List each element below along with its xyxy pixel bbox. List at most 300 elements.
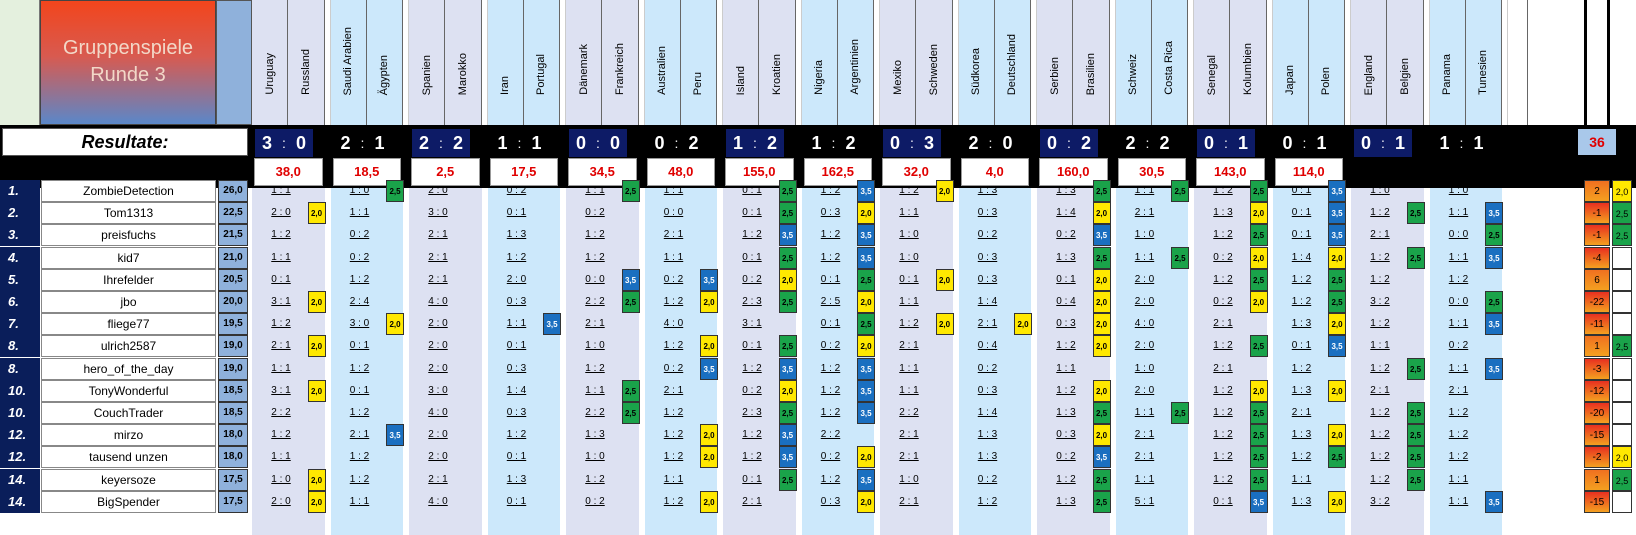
results-label-cell: Resultate:	[2, 128, 248, 156]
bonus-cell: 2,5	[1612, 469, 1632, 491]
tip-cell: 1 : 0	[1134, 362, 1155, 374]
tip-cell: 1 : 3	[1213, 207, 1233, 219]
tip-cell: 0 : 2	[742, 384, 762, 396]
bonus-cell	[1612, 291, 1632, 313]
tip-cell: 1 : 1	[1134, 473, 1155, 485]
points-badge: 3,5	[1328, 180, 1346, 202]
tip-cell: 2 : 0	[1134, 340, 1155, 352]
tip-cell: 1 : 1	[271, 362, 291, 374]
points-badge: 2,5	[1407, 202, 1425, 224]
points-badge: 2,5	[779, 335, 797, 357]
total-header-cell	[216, 0, 252, 125]
result-home-goals: 0	[1040, 129, 1064, 157]
tip-cell: 3 : 1	[742, 318, 762, 330]
tip-cell: 0 : 3	[977, 207, 998, 219]
points-badge: 3,5	[1485, 202, 1503, 224]
tip-cell: 0 : 3	[977, 384, 998, 396]
tip-cell: 2 : 2	[585, 407, 605, 418]
tip-cell: 1 : 2	[349, 362, 370, 374]
tip-cell: 2 : 0	[1134, 273, 1155, 285]
tip-cell: 2 : 1	[663, 384, 684, 396]
team-header-away	[1073, 0, 1109, 125]
team-header-home	[723, 0, 759, 125]
tip-cell: 1 : 2	[1370, 362, 1390, 374]
points-badge: 2,0	[308, 469, 326, 491]
points-badge: 2,0	[700, 291, 718, 313]
tip-cell: 2 : 1	[1134, 451, 1155, 463]
tip-cell: 1 : 2	[742, 429, 762, 441]
result-home-goals: 2	[1119, 129, 1143, 157]
points-badge: 2,0	[700, 424, 718, 446]
match-points: 114,0	[1275, 158, 1344, 186]
result-colon: :	[672, 129, 682, 157]
tip-cell: 0 : 2	[506, 185, 527, 196]
points-badge: 2,5	[857, 269, 875, 291]
tip-cell: 1 : 2	[1370, 251, 1390, 263]
team-name-away: Russland	[299, 49, 312, 95]
team-name-home: Südkorea	[970, 47, 983, 95]
points-badge: 2,0	[700, 335, 718, 357]
tip-cell: 0 : 2	[585, 207, 605, 219]
tip-cell: 0 : 1	[1291, 340, 1312, 352]
result-home-goals: 2	[334, 129, 358, 157]
points-badge: 2,5	[1250, 224, 1268, 246]
tip-cell: 0 : 1	[349, 340, 370, 352]
tip-cell: 1 : 1	[1448, 251, 1469, 263]
tip-cell: 0 : 1	[506, 340, 527, 352]
player-total: 17,5	[218, 469, 248, 491]
points-badge: 3,5	[857, 469, 875, 491]
tip-cell: 2 : 1	[1134, 429, 1155, 441]
player-name: ZombieDetection	[41, 180, 216, 202]
tip-cell: 0 : 2	[1213, 296, 1233, 307]
tip-cell: 1 : 4	[1291, 251, 1312, 263]
tip-cell: 1 : 2	[1291, 296, 1312, 307]
points-badge: 3,5	[857, 247, 875, 269]
rank-cell: 7.	[0, 313, 40, 335]
team-header-away	[1387, 0, 1423, 125]
points-badge: 2,0	[308, 491, 326, 513]
points-badge: 2,5	[779, 402, 797, 424]
tip-cell: 0 : 2	[977, 473, 998, 485]
team-header-home	[802, 0, 838, 125]
player-name: hero_of_the_day	[41, 358, 216, 380]
tip-cell: 1 : 2	[271, 429, 291, 441]
points-badge: 2,5	[1171, 247, 1189, 269]
points-badge: 2,0	[1328, 247, 1346, 269]
points-badge: 2,0	[857, 291, 875, 313]
tip-cell: 1 : 2	[1291, 362, 1312, 374]
tip-cell: 1 : 0	[271, 473, 291, 485]
tip-cell: 1 : 2	[663, 429, 684, 441]
result-home-goals: 1	[805, 129, 829, 157]
tip-cell: 1 : 2	[663, 495, 684, 507]
tip-cell: 1 : 2	[742, 451, 762, 463]
result-away-goals: 2	[760, 129, 784, 157]
tip-cell: 4 : 0	[1134, 318, 1155, 330]
tip-cell: 0 : 4	[1056, 296, 1076, 307]
tip-cell: 1 : 1	[506, 318, 527, 330]
tip-cell: 1 : 3	[1291, 384, 1312, 396]
team-name-home: Schweiz	[1127, 54, 1140, 95]
tip-cell: 2 : 1	[899, 451, 919, 463]
team-name-away: Belgien	[1398, 58, 1411, 95]
difference-cell: -2	[1584, 446, 1610, 468]
points-badge: 2,0	[386, 313, 404, 335]
points-badge: 2,0	[1093, 335, 1111, 357]
points-badge: 2,0	[1328, 313, 1346, 335]
points-badge: 2,5	[1250, 180, 1268, 202]
rank-cell: 5.	[0, 269, 40, 291]
team-name-away: Costa Rica	[1163, 41, 1176, 95]
result-home-goals: 2	[962, 129, 986, 157]
points-badge: 2,0	[857, 491, 875, 513]
tip-cell: 2 : 5	[820, 296, 841, 307]
tip-cell: 1 : 2	[506, 251, 527, 263]
tip-cell: 2 : 1	[1213, 318, 1233, 330]
bonus-cell	[1612, 313, 1632, 335]
tip-cell: 1 : 2	[742, 362, 762, 374]
tip-cell: 2 : 1	[428, 473, 448, 485]
tip-cell: 1 : 2	[271, 318, 291, 330]
tip-cell: 1 : 3	[506, 229, 527, 241]
points-badge: 2,0	[936, 313, 954, 335]
player-name: TonyWonderful	[41, 380, 216, 402]
tip-cell: 2 : 1	[1370, 384, 1390, 396]
player-total: 21,0	[218, 247, 248, 269]
tip-cell: 1 : 2	[1291, 451, 1312, 463]
tip-cell: 0 : 1	[742, 251, 762, 263]
tip-cell: 1 : 3	[506, 473, 527, 485]
tip-cell: 2 : 1	[1370, 229, 1390, 241]
team-name-away: Peru	[692, 71, 705, 95]
tip-cell: 1 : 3	[1291, 429, 1312, 441]
player-name: CouchTrader	[41, 402, 216, 424]
points-badge: 2,5	[1250, 446, 1268, 468]
points-badge: 2,5	[622, 180, 640, 202]
tip-cell: 2 : 0	[1134, 384, 1155, 396]
points-badge: 2,0	[936, 269, 954, 291]
tip-cell: 1 : 2	[820, 251, 841, 263]
tip-cell: 0 : 0	[585, 273, 605, 285]
tip-cell: 1 : 4	[977, 296, 998, 307]
points-badge: 2,5	[1093, 402, 1111, 424]
tip-cell: 4 : 0	[428, 495, 448, 507]
tip-cell: 1 : 1	[585, 185, 605, 196]
tip-cell: 1 : 0	[585, 340, 605, 352]
tip-cell: 0 : 2	[1448, 340, 1469, 352]
difference-cell: -3	[1584, 358, 1610, 380]
tip-cell: 2 : 3	[742, 296, 762, 307]
result-away-goals: 1	[368, 129, 392, 157]
team-header-home	[1116, 0, 1152, 125]
tip-cell: 0 : 1	[820, 318, 841, 330]
tip-cell: 3 : 0	[349, 318, 370, 330]
points-badge: 2,0	[779, 380, 797, 402]
team-name-home: Serbien	[1048, 57, 1061, 95]
tip-cell: 3 : 0	[428, 384, 448, 396]
tip-cell: 1 : 2	[820, 185, 841, 196]
points-badge: 3,5	[1485, 491, 1503, 513]
points-badge: 3,5	[779, 358, 797, 380]
points-badge: 2,5	[1407, 424, 1425, 446]
difference-cell: -1	[1584, 202, 1610, 224]
points-badge: 3,5	[543, 313, 561, 335]
rank-cell: 4.	[0, 247, 40, 269]
tip-cell: 1 : 1	[1370, 340, 1390, 352]
tip-cell: 1 : 3	[1056, 495, 1076, 507]
tip-cell: 1 : 2	[1370, 473, 1390, 485]
result-home-goals: 2	[412, 129, 436, 157]
tip-cell: 0 : 3	[1056, 429, 1076, 441]
tip-cell: 1 : 2	[1370, 207, 1390, 219]
tip-cell: 0 : 3	[506, 407, 527, 418]
result-away-goals: 2	[1153, 129, 1177, 157]
team-header-home	[959, 0, 995, 125]
result-colon: :	[279, 129, 289, 157]
points-badge: 2,5	[622, 380, 640, 402]
team-header-home	[409, 0, 445, 125]
tip-cell: 0 : 1	[742, 185, 762, 196]
tip-cell: 1 : 3	[1056, 251, 1076, 263]
player-name: kid7	[41, 247, 216, 269]
team-name-away: Brasilien	[1084, 52, 1097, 95]
match-points: 38,0	[254, 158, 323, 186]
points-badge: 2,5	[386, 180, 404, 202]
team-header-home	[566, 0, 602, 125]
result-away-goals: 1	[1388, 129, 1412, 157]
bonus-cell	[1612, 402, 1632, 424]
points-badge: 2,5	[779, 180, 797, 202]
tip-cell: 0 : 3	[820, 495, 841, 507]
points-badge: 2,5	[857, 313, 875, 335]
tip-cell: 2 : 0	[428, 429, 448, 441]
player-name: jbo	[41, 291, 216, 313]
points-badge: 2,0	[779, 269, 797, 291]
rank-cell: 2.	[0, 202, 40, 224]
tip-cell: 2 : 2	[585, 296, 605, 307]
result-away-goals: 0	[603, 129, 627, 157]
bonus-cell: 2,5	[1612, 335, 1632, 357]
tip-cell: 2 : 0	[428, 185, 448, 196]
team-header-away	[1309, 0, 1345, 125]
tip-cell: 1 : 1	[1448, 318, 1469, 330]
difference-cell: 1	[1584, 335, 1610, 357]
team-header-home	[880, 0, 916, 125]
points-badge: 2,0	[936, 180, 954, 202]
tip-cell: 1 : 3	[977, 185, 998, 196]
tip-cell: 1 : 2	[1370, 451, 1390, 463]
tip-cell: 2 : 1	[977, 318, 998, 330]
tip-cell: 0 : 2	[663, 362, 684, 374]
match-points: 4,0	[961, 158, 1030, 186]
points-badge: 3,5	[622, 269, 640, 291]
tip-cell: 1 : 2	[271, 229, 291, 241]
result-away-goals: 1	[1231, 129, 1255, 157]
tip-cell: 2 : 1	[428, 229, 448, 241]
tip-cell: 0 : 1	[506, 207, 527, 219]
result-colon: :	[1300, 129, 1310, 157]
extra-header-column	[1508, 0, 1528, 125]
tip-cell: 0 : 0	[1448, 296, 1469, 307]
points-badge: 3,5	[857, 380, 875, 402]
difference-cell: -15	[1584, 491, 1610, 513]
tip-cell: 0 : 2	[349, 251, 370, 263]
tip-cell: 2 : 1	[1213, 362, 1233, 374]
result-home-goals: 0	[883, 129, 907, 157]
player-total: 18,5	[218, 380, 248, 402]
player-name: mirzo	[41, 424, 216, 446]
points-badge: 2,0	[857, 335, 875, 357]
title-block	[40, 0, 216, 125]
team-header-away	[838, 0, 874, 125]
tip-cell: 1 : 1	[663, 473, 684, 485]
tip-cell: 0 : 3	[506, 362, 527, 374]
tip-cell: 2 : 4	[349, 296, 370, 307]
points-badge: 3,5	[779, 446, 797, 468]
tip-cell: 1 : 2	[1213, 407, 1233, 418]
result-colon: :	[1378, 129, 1388, 157]
result-home-goals: 3	[255, 129, 279, 157]
bonus-cell	[1612, 491, 1632, 513]
tip-cell: 2 : 0	[506, 273, 527, 285]
rank-cell: 3.	[0, 224, 40, 246]
team-name-home: Nigeria	[813, 60, 826, 95]
points-badge: 2,5	[1250, 469, 1268, 491]
points-badge: 3,5	[1093, 224, 1111, 246]
points-badge: 2,0	[308, 202, 326, 224]
player-name: keyersoze	[41, 469, 216, 491]
team-name-home: Japan	[1284, 65, 1297, 95]
team-name-away: Portugal	[535, 54, 548, 95]
tip-cell: 0 : 1	[349, 384, 370, 396]
team-header-away	[759, 0, 795, 125]
player-name: Tom1313	[41, 202, 216, 224]
tip-cell: 2 : 2	[271, 407, 291, 418]
team-name-home: Senegal	[1205, 54, 1218, 95]
tip-cell: 2 : 3	[742, 407, 762, 418]
result-home-goals: 0	[648, 129, 672, 157]
tip-cell: 1 : 2	[742, 229, 762, 241]
result-away-goals: 1	[1467, 129, 1491, 157]
team-name-home: Island	[734, 65, 747, 95]
tip-cell: 0 : 0	[1448, 229, 1469, 241]
tip-cell: 0 : 3	[977, 251, 998, 263]
player-total: 19,5	[218, 313, 248, 335]
tip-cell: 1 : 3	[977, 451, 998, 463]
match-points: 17,5	[490, 158, 559, 186]
tip-cell: 0 : 1	[1291, 185, 1312, 196]
tip-cell: 3 : 0	[428, 207, 448, 219]
player-total: 19,0	[218, 358, 248, 380]
tip-cell: 0 : 2	[1056, 229, 1076, 241]
tip-cell: 1 : 2	[1291, 273, 1312, 285]
tip-cell: 2 : 1	[1448, 384, 1469, 396]
tip-cell: 2 : 0	[428, 451, 448, 463]
points-badge: 2,5	[1093, 469, 1111, 491]
tip-cell: 1 : 0	[349, 185, 370, 196]
points-badge: 2,5	[1485, 224, 1503, 246]
match-points: 18,5	[333, 158, 402, 186]
team-header-home	[1430, 0, 1466, 125]
tip-cell: 0 : 2	[977, 229, 998, 241]
tip-cell: 0 : 2	[742, 273, 762, 285]
rank-cell: 14.	[0, 469, 40, 491]
bonus-cell: 2,0	[1612, 180, 1632, 202]
team-name-away: Schweden	[927, 43, 940, 95]
result-colon: :	[593, 129, 603, 157]
player-total: 18,0	[218, 424, 248, 446]
tip-cell: 1 : 2	[820, 407, 841, 418]
corner-cell	[0, 0, 40, 125]
bonus-cell: 2,5	[1612, 202, 1632, 224]
tip-cell: 1 : 2	[899, 185, 919, 196]
rank-cell: 8.	[0, 335, 40, 357]
result-home-goals: 0	[1354, 129, 1378, 157]
team-header-away	[1230, 0, 1266, 125]
tip-cell: 1 : 3	[1056, 407, 1076, 418]
team-header-home	[488, 0, 524, 125]
result-away-goals: 2	[1074, 129, 1098, 157]
points-badge: 2,0	[1328, 424, 1346, 446]
tip-cell: 2 : 0	[1134, 296, 1155, 307]
player-total: 21,5	[218, 224, 248, 246]
tip-cell: 1 : 1	[349, 495, 370, 507]
team-header-home	[1273, 0, 1309, 125]
tip-cell: 1 : 2	[349, 407, 370, 418]
points-badge: 2,5	[1171, 402, 1189, 424]
tip-cell: 1 : 4	[1056, 207, 1076, 219]
difference-cell: -22	[1584, 291, 1610, 313]
team-header-away	[995, 0, 1031, 125]
tip-cell: 1 : 2	[585, 362, 605, 374]
tip-cell: 1 : 1	[1134, 251, 1155, 263]
points-badge: 2,0	[308, 335, 326, 357]
points-badge: 2,5	[1250, 402, 1268, 424]
tip-cell: 0 : 2	[1213, 251, 1233, 263]
tip-cell: 2 : 1	[1134, 207, 1155, 219]
rank-cell: 12.	[0, 424, 40, 446]
tip-cell: 1 : 2	[663, 407, 684, 418]
tip-cell: 1 : 2	[820, 473, 841, 485]
tip-cell: 1 : 2	[585, 229, 605, 241]
points-badge: 2,5	[1093, 180, 1111, 202]
tip-cell: 0 : 1	[1291, 207, 1312, 219]
points-badge: 3,5	[1485, 313, 1503, 335]
tip-cell: 1 : 2	[1370, 429, 1390, 441]
tip-cell: 3 : 2	[1370, 495, 1390, 507]
result-colon: :	[986, 129, 996, 157]
team-name-home: Dänemark	[577, 44, 590, 95]
tip-cell: 0 : 4	[977, 340, 998, 352]
team-header-away	[681, 0, 717, 125]
points-badge: 3,5	[857, 402, 875, 424]
points-badge: 2,0	[700, 446, 718, 468]
tip-cell: 2 : 1	[663, 229, 684, 241]
rank-cell: 14.	[0, 491, 40, 513]
tip-cell: 1 : 4	[506, 384, 527, 396]
tip-cell: 2 : 0	[428, 318, 448, 330]
player-total: 18,0	[218, 446, 248, 468]
points-badge: 2,5	[1250, 269, 1268, 291]
tip-cell: 1 : 0	[585, 451, 605, 463]
team-header-away	[524, 0, 560, 125]
tip-cell: 1 : 1	[663, 251, 684, 263]
team-header-home	[331, 0, 367, 125]
player-name: ulrich2587	[41, 335, 216, 357]
tip-cell: 2 : 1	[349, 429, 370, 441]
tip-cell: 0 : 3	[506, 296, 527, 307]
